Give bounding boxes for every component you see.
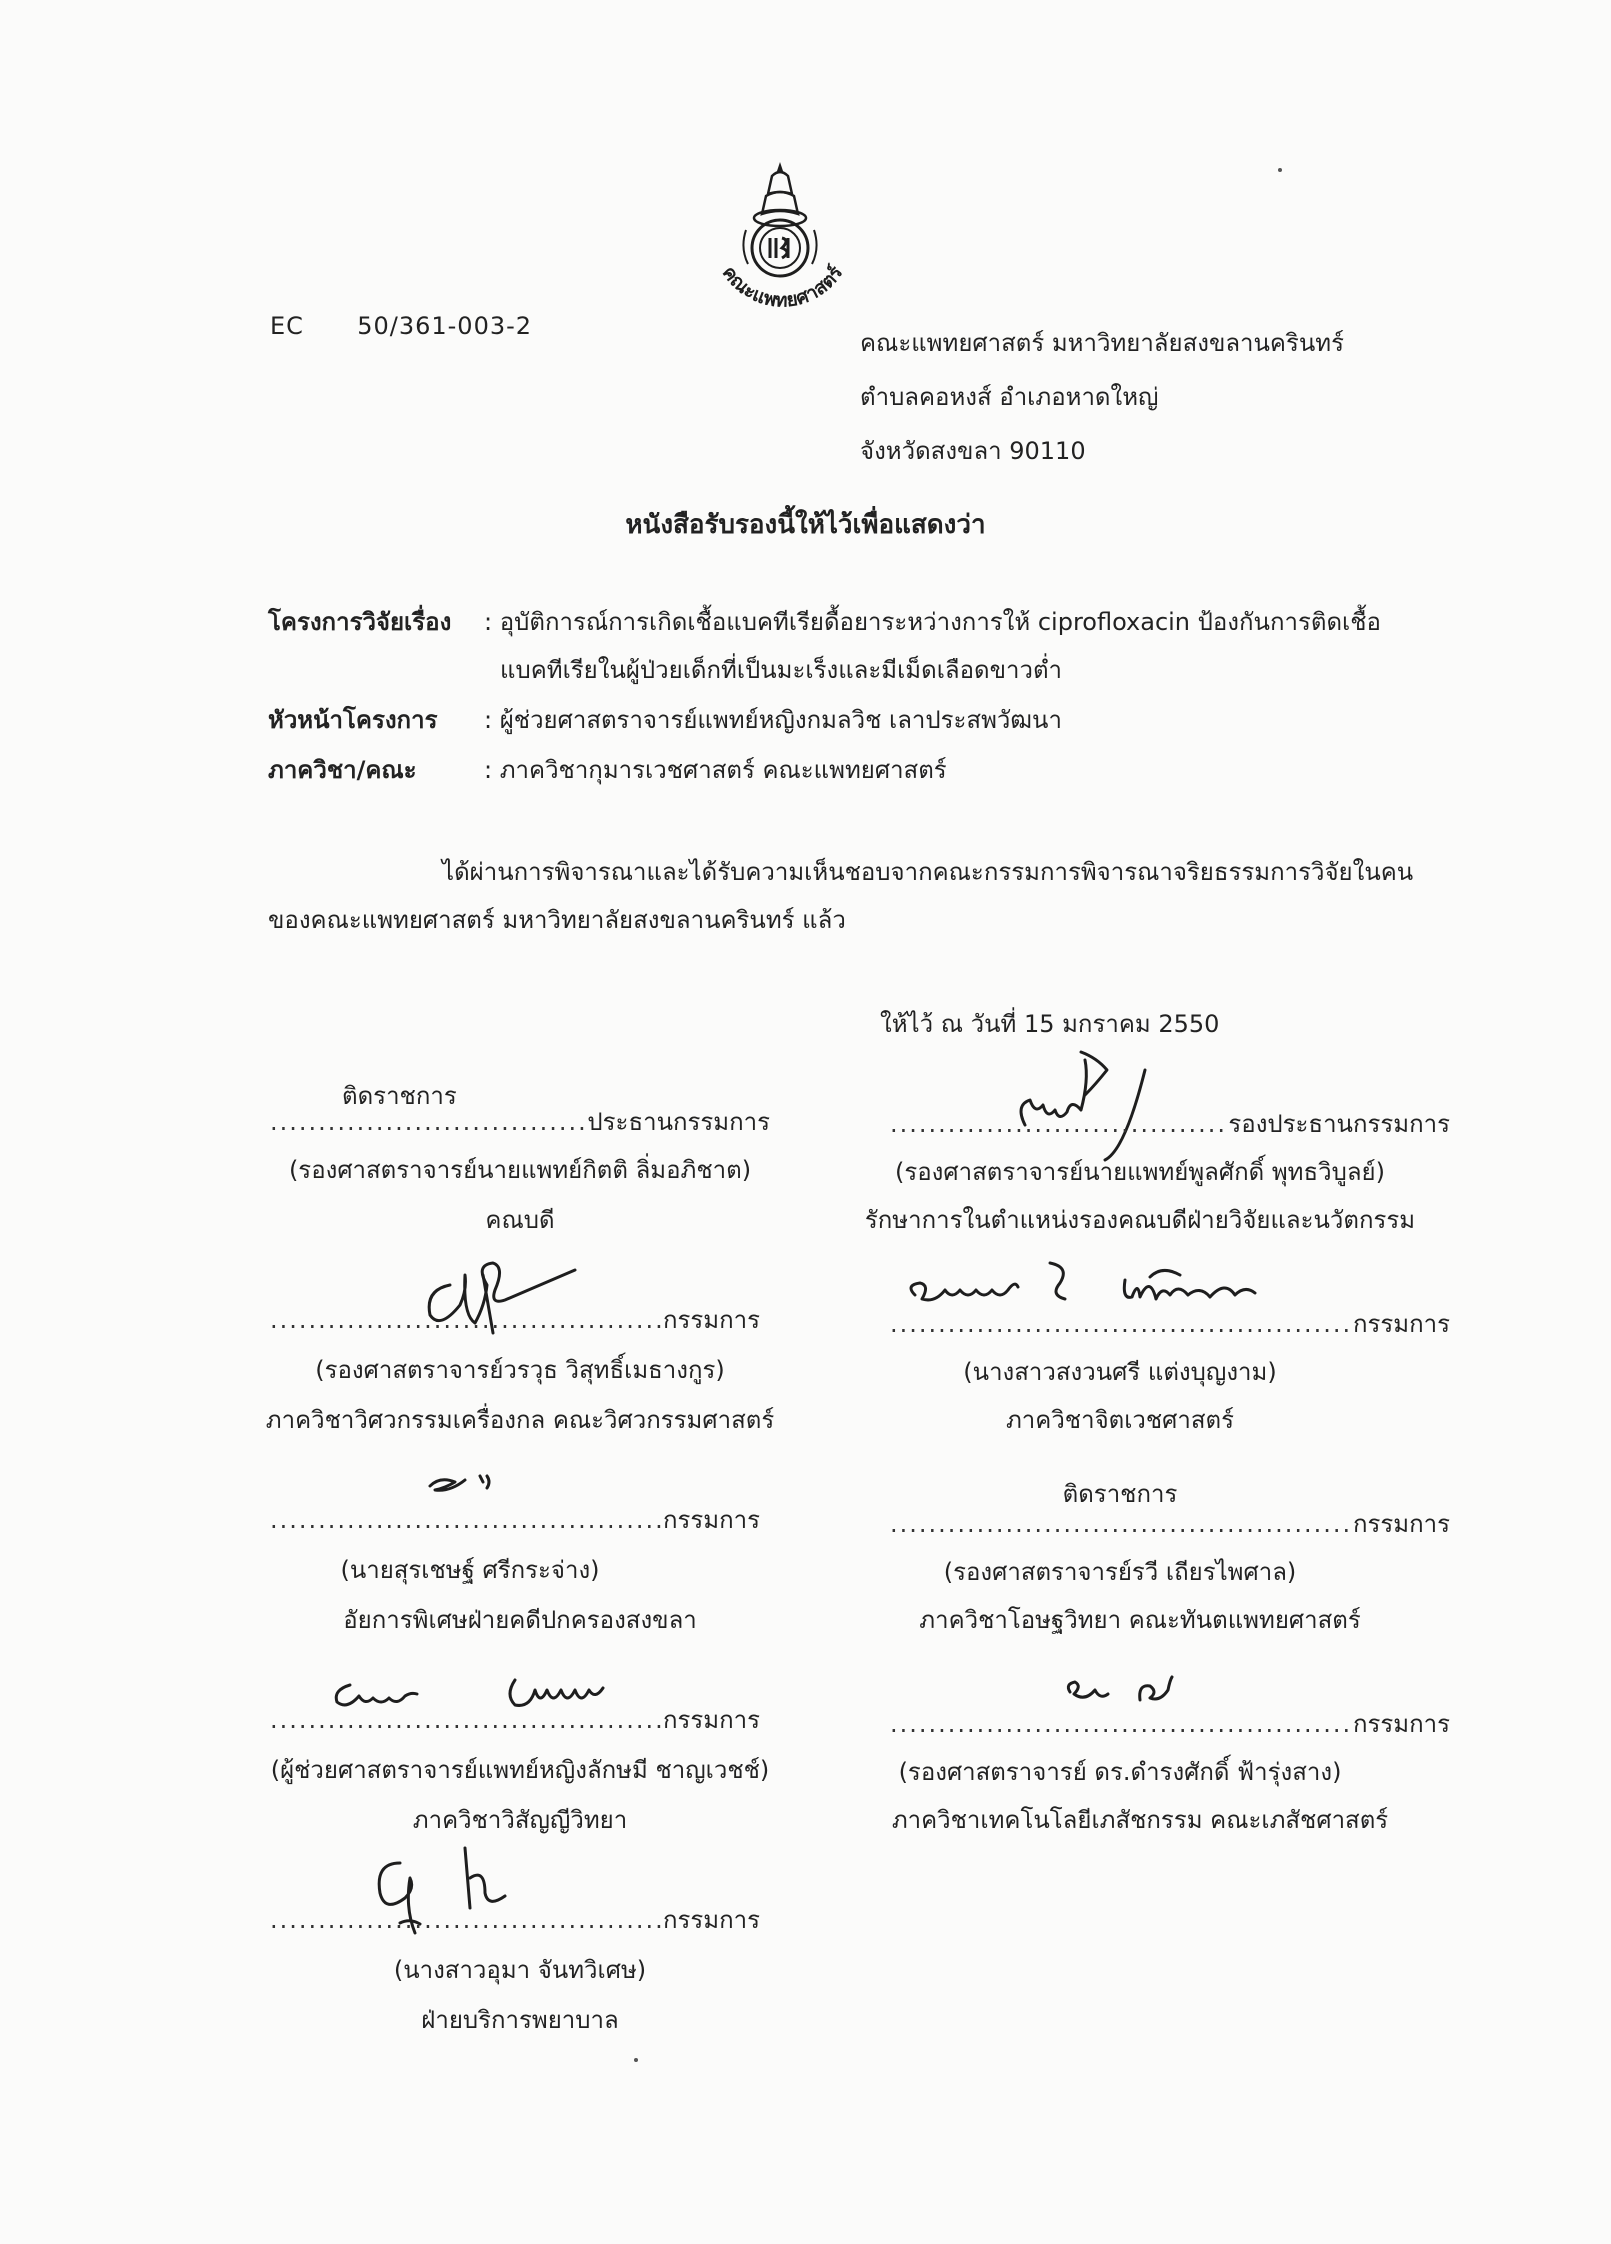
- signatory-right-4-position: ภาควิชาเทคโนโลยีเภสัชกรรม คณะเภสัชศาสตร์: [891, 1806, 1389, 1834]
- signatory-left-5-name: (นางสาวอุมา จันทวิเศษ): [393, 1956, 647, 1984]
- signature-dots: [270, 1108, 587, 1137]
- project-title-line2: แบคทีเรียในผู้ป่วยเด็กที่เป็นมะเร็งและมีเม็ดเลือดขาวต่ำ: [500, 656, 1063, 684]
- signatory-left-2-name: (รองศาสตราจารย์วรวุธ วิสุทธิ์เมธางกูร): [315, 1356, 725, 1384]
- signatory-left-4-name: (ผู้ช่วยศาสตราจารย์แพทย์หญิงลักษมี ชาญเวชช์): [270, 1756, 770, 1784]
- address-line: คณะแพทยศาสตร์ มหาวิทยาลัยสงขลานครินทร์: [860, 329, 1344, 357]
- signatory-left-1-role: ประธานกรรมการ: [587, 1108, 770, 1136]
- signatory-left-1-line: [270, 1108, 770, 1137]
- signatory-right-2-name: (นางสาวสงวนศรี แต่งบุญงาม): [963, 1358, 1277, 1386]
- signatory-left-3-position: อัยการพิเศษฝ่ายคดีปกครองสงขลา: [343, 1606, 697, 1634]
- project-head-label: หัวหน้าโครงการ: [268, 706, 438, 734]
- issue-date: ให้ไว้ ณ วันที่ 15 มกราคม 2550: [880, 1010, 1220, 1038]
- project-dept-label: ภาควิชา/คณะ: [268, 756, 417, 784]
- seal-text: คณะแพทยศาสตร์: [717, 261, 848, 310]
- signatory-left-1-name: (รองศาสตราจารย์นายแพทย์กิตติ ลิ่มอภิชาต): [288, 1156, 752, 1184]
- signatory-right-4-name: (รองศาสตราจารย์ ดร.ดำรงศักดิ์ ฟ้ารุ่งสาง): [898, 1758, 1342, 1786]
- signature-dots: [890, 1710, 1353, 1739]
- signatory-left-3-name: (นายสุรเชษฐ์ ศรีกระจ่าง): [340, 1556, 600, 1584]
- signatory-left-3-line: [270, 1506, 760, 1535]
- signature-dots: [890, 1310, 1353, 1339]
- project-title-line1: : อุบัติการณ์การเกิดเชื้อแบคทีเรียดื้อยาระหว่างการให้ ciprofloxacin ป้องกันการติดเชื้อ: [484, 608, 1381, 636]
- signatory-right-2-line: [890, 1310, 1450, 1339]
- signatory-left-1-note: ติดราชการ: [342, 1082, 457, 1110]
- signatory-right-1-line: [890, 1110, 1450, 1139]
- signatory-left-4-line: [270, 1706, 760, 1735]
- signatory-right-3-position: ภาควิชาโอษฐวิทยา คณะทันตแพทยศาสตร์: [919, 1606, 1361, 1634]
- signature-right-1: [985, 1040, 1185, 1174]
- signatory-left-2-line: [270, 1306, 760, 1335]
- signature-dots: [890, 1110, 1228, 1139]
- ec-reference: [270, 312, 532, 340]
- ec-label: EC: [270, 312, 304, 340]
- address-block: [860, 316, 1344, 478]
- signatory-right-3-line: [890, 1510, 1450, 1539]
- signatory-right-2-role: กรรมการ: [1352, 1310, 1450, 1338]
- scan-speck: [1278, 168, 1282, 172]
- signatory-left-3-role: กรรมการ: [662, 1506, 760, 1534]
- scan-speck: [634, 2058, 638, 2062]
- signatory-left-4-position: ภาควิชาวิสัญญีวิทยา: [412, 1806, 628, 1834]
- signature-dots: [270, 1906, 663, 1935]
- signatory-right-1-name: (รองศาสตราจารย์นายแพทย์พูลศักดิ์ พุทธวิบูลย์): [895, 1158, 1385, 1186]
- signatory-left-1-position: คณบดี: [485, 1206, 555, 1234]
- signatory-left-5-line: [270, 1906, 760, 1935]
- signature-left-3: [425, 1468, 515, 1502]
- signatory-left-5-role: กรรมการ: [662, 1906, 760, 1934]
- signatory-left-5-position: ฝ่ายบริการพยาบาล: [421, 2006, 619, 2034]
- address-line: ตำบลคอหงส์ อำเภอหาดใหญ่: [860, 383, 1159, 411]
- statement-line1: ได้ผ่านการพิจารณาและได้รับความเห็นชอบจากคณะกรรมการพิจารณาจริยธรรมการวิจัยในคน: [442, 858, 1414, 886]
- signatory-left-4-role: กรรมการ: [662, 1706, 760, 1734]
- project-title-label: โครงการวิจัยเรื่อง: [268, 608, 452, 636]
- project-dept-value: : ภาควิชากุมารเวชศาสตร์ คณะแพทยศาสตร์: [484, 756, 947, 784]
- signatory-right-3-name: (รองศาสตราจารย์รวี เถียรไพศาล): [943, 1558, 1297, 1586]
- ec-number: 50/361-003-2: [357, 312, 533, 340]
- faculty-seal: [700, 160, 860, 310]
- signatory-right-3-role: กรรมการ: [1352, 1510, 1450, 1538]
- signatory-right-4-role: กรรมการ: [1352, 1710, 1450, 1738]
- signatory-right-1-position: รักษาการในตำแหน่งรองคณบดีฝ่ายวิจัยและนวัตกรรม: [864, 1206, 1416, 1234]
- signatory-right-4-line: [890, 1710, 1450, 1739]
- signatory-right-3-note: ติดราชการ: [1062, 1480, 1178, 1508]
- statement-line2: ของคณะแพทยศาสตร์ มหาวิทยาลัยสงขลานครินทร์ แล้ว: [268, 906, 846, 934]
- signatory-left-2-position: ภาควิชาวิศวกรรมเครื่องกล คณะวิศวกรรมศาสตร์: [265, 1406, 775, 1434]
- signature-dots: [890, 1510, 1353, 1539]
- project-head-value: : ผู้ช่วยศาสตราจารย์แพทย์หญิงกมลวิช เลาประสพวัฒนา: [484, 706, 1062, 734]
- signature-dots: [270, 1706, 663, 1735]
- signatory-right-1-role: รองประธานกรรมการ: [1228, 1110, 1450, 1138]
- signature-dots: [270, 1306, 663, 1335]
- certificate-heading: หนังสือรับรองนี้ให้ไว้เพื่อแสดงว่า: [625, 510, 986, 540]
- signatory-right-2-position: ภาควิชาจิตเวชศาสตร์: [1005, 1406, 1235, 1434]
- signature-dots: [270, 1506, 663, 1535]
- address-line: จังหวัดสงขลา 90110: [860, 437, 1086, 465]
- signatory-left-2-role: กรรมการ: [662, 1306, 760, 1334]
